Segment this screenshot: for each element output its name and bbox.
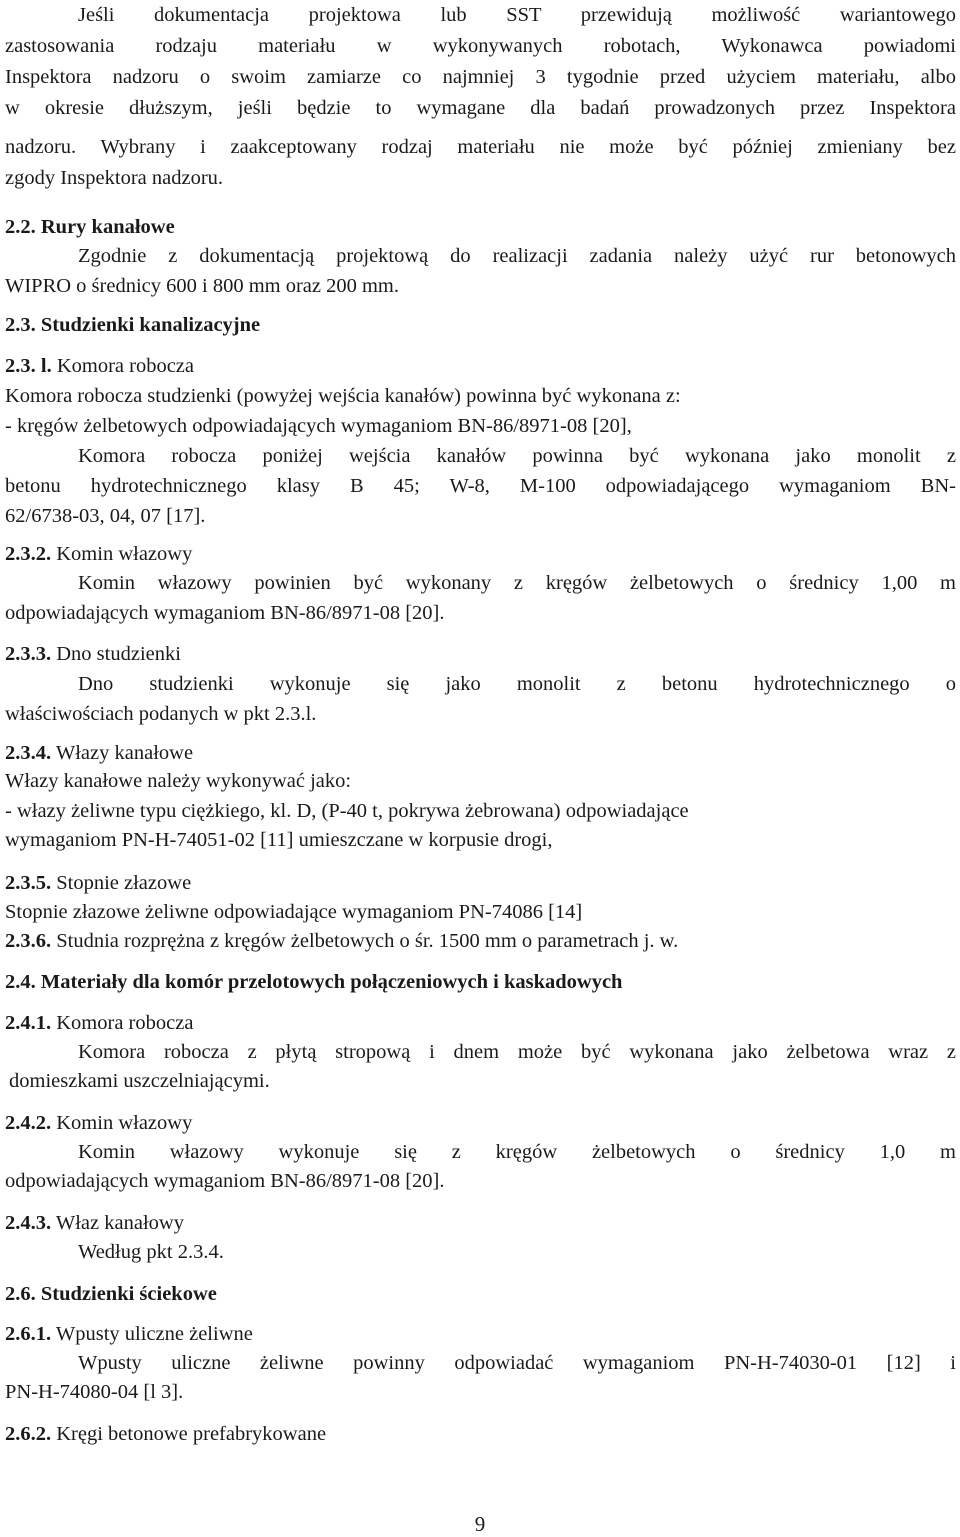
section-2-3-1-heading xyxy=(5,354,956,378)
s232-line-2: odpowiadających wymaganiom BN-86/8971-08 [20]. xyxy=(5,602,445,624)
section-number: 2.3.3. xyxy=(5,643,52,665)
section-2-3-6-heading xyxy=(5,929,956,953)
intro-line-2: zastosowania rodzaju materiału w wykonywanych robotach, Wykonawca powiadomi xyxy=(5,35,956,57)
s234-line-1: Włazy kanałowe należy wykonywać jako: xyxy=(5,770,352,792)
s22-line-1: Zgodnie z dokumentacją projektową do realizacji zadania należy użyć rur betonowych xyxy=(78,245,956,267)
s22-line-2: WIPRO o średnicy 600 i 800 mm oraz 200 mm. xyxy=(5,275,400,297)
section-title: Dno studzienki xyxy=(56,643,181,665)
section-2-4-2-heading xyxy=(5,1111,956,1135)
s242-line-1: Komin włazowy wykonuje się z kręgów żelbetowych o średnicy 1,0 m xyxy=(78,1141,956,1163)
section-number: 2.3.5. xyxy=(5,872,52,894)
section-title: Wpusty uliczne żeliwne xyxy=(55,1323,253,1345)
section-2-3-3-heading xyxy=(5,642,956,666)
section-title: Właz kanałowy xyxy=(55,1212,184,1234)
section-2-3-5-heading xyxy=(5,871,956,895)
intro-line-4: w okresie dłuższym, jeśli będzie to wymagane dla badań prowadzonych przez Inspektora xyxy=(5,97,956,119)
section-heading-text: 2.4. Materiały dla komór przelotowych połączeniowych i kaskadowych xyxy=(5,971,623,993)
section-title: Komora robocza xyxy=(56,1012,194,1034)
section-title: Stopnie złazowe xyxy=(56,872,192,894)
section-number: 2.2. xyxy=(5,216,36,238)
section-number: 2.4.1. xyxy=(5,1012,52,1034)
section-number: 2.3.2. xyxy=(5,543,52,565)
s234-line-3: wymaganiom PN-H-74051-02 [11] umieszczane w korpusie drogi, xyxy=(5,829,553,851)
intro-line-3: Inspektora nadzoru o swoim zamiarze co najmniej 3 tygodnie przed użyciem materiału, albo xyxy=(5,66,956,88)
section-title: Komin włazowy xyxy=(56,543,193,565)
s231-line-1: Komora robocza studzienki (powyżej wejścia kanałów) powinna być wykonana z: xyxy=(5,385,681,407)
s233-line-2: właściwościach podanych w pkt 2.3.l. xyxy=(5,703,317,725)
page-number: 9 xyxy=(474,1512,486,1536)
section-number: 2.4.3. xyxy=(5,1212,52,1234)
section-2-3-heading xyxy=(5,313,956,337)
s231-line-5: 62/6738-03, 04, 07 [17]. xyxy=(5,505,206,527)
section-number: 2.4.2. xyxy=(5,1112,52,1134)
section-2-3-2-heading xyxy=(5,542,956,566)
section-title: Komora robocza xyxy=(56,355,195,377)
s241-line-2: domieszkami uszczelniającymi. xyxy=(9,1070,270,1092)
section-heading-text: 2.6. Studzienki ściekowe xyxy=(5,1283,217,1305)
section-number: 2.3. l. xyxy=(5,355,52,377)
section-2-4-heading xyxy=(5,970,956,994)
section-2-4-3-heading xyxy=(5,1211,956,1235)
s232-line-1: Komin włazowy powinien być wykonany z kręgów żelbetowych o średnicy 1,00 m xyxy=(78,572,956,594)
s261-line-2: PN-H-74080-04 [l 3]. xyxy=(5,1381,184,1403)
s233-line-1: Dno studzienki wykonuje się jako monolit z betonu hydrotechnicznego o xyxy=(78,673,956,695)
s231-line-4: betonu hydrotechnicznego klasy B 45; W-8, M-100 odpowiadającego wymaganiom BN- xyxy=(5,475,956,497)
section-title: Włazy kanałowe xyxy=(55,742,194,764)
section-number: 2.3.4. xyxy=(5,742,52,764)
section-2-2-heading xyxy=(5,215,956,239)
section-2-6-heading xyxy=(5,1282,956,1306)
section-number: 2.6.2. xyxy=(5,1423,52,1445)
section-heading-text: 2.3. Studzienki kanalizacyjne xyxy=(5,314,261,336)
s261-line-1: Wpusty uliczne żeliwne powinny odpowiadać wymaganiom PN-H-74030-01 [12] i xyxy=(78,1352,956,1374)
s242-line-2: odpowiadających wymaganiom BN-86/8971-08 [20]. xyxy=(5,1170,445,1192)
section-2-6-1-heading xyxy=(5,1322,956,1346)
section-2-3-4-heading xyxy=(5,741,956,765)
section-title: Rury kanałowe xyxy=(40,216,175,238)
section-title: Komin włazowy xyxy=(56,1112,193,1134)
section-number: 2.3.6. xyxy=(5,930,52,952)
section-title: Kręgi betonowe prefabrykowane xyxy=(56,1423,327,1445)
section-2-4-1-heading xyxy=(5,1011,956,1035)
section-number: 2.6.1. xyxy=(5,1323,52,1345)
s235-line-1: Stopnie złazowe żeliwne odpowiadające wymaganiom PN-74086 [14] xyxy=(5,901,583,923)
s231-line-3: Komora robocza poniżej wejścia kanałów powinna być wykonana jako monolit z xyxy=(78,445,956,467)
s241-line-1: Komora robocza z płytą stropową i dnem może być wykonana jako żelbetowa wraz z xyxy=(78,1041,956,1063)
s243-line-1: Według pkt 2.3.4. xyxy=(78,1241,224,1263)
section-title: Studnia rozprężna z kręgów żelbetowych o śr. 1500 mm o parametrach j. w. xyxy=(56,930,679,952)
intro-line-5: nadzoru. Wybrany i zaakceptowany rodzaj materiału nie może być później zmieniany bez xyxy=(5,136,956,158)
s234-line-2: - włazy żeliwne typu ciężkiego, kl. D, (P-40 t, pokrywa żebrowana) odpowiadające xyxy=(5,800,689,822)
s231-line-2: - kręgów żelbetowych odpowiadających wymaganiom BN-86/8971-08 [20], xyxy=(5,415,632,437)
section-2-6-2-heading xyxy=(5,1422,956,1446)
intro-line-6: zgody Inspektora nadzoru. xyxy=(5,167,224,189)
intro-line-1: Jeśli dokumentacja projektowa lub SST przewidują możliwość wariantowego xyxy=(78,4,956,26)
